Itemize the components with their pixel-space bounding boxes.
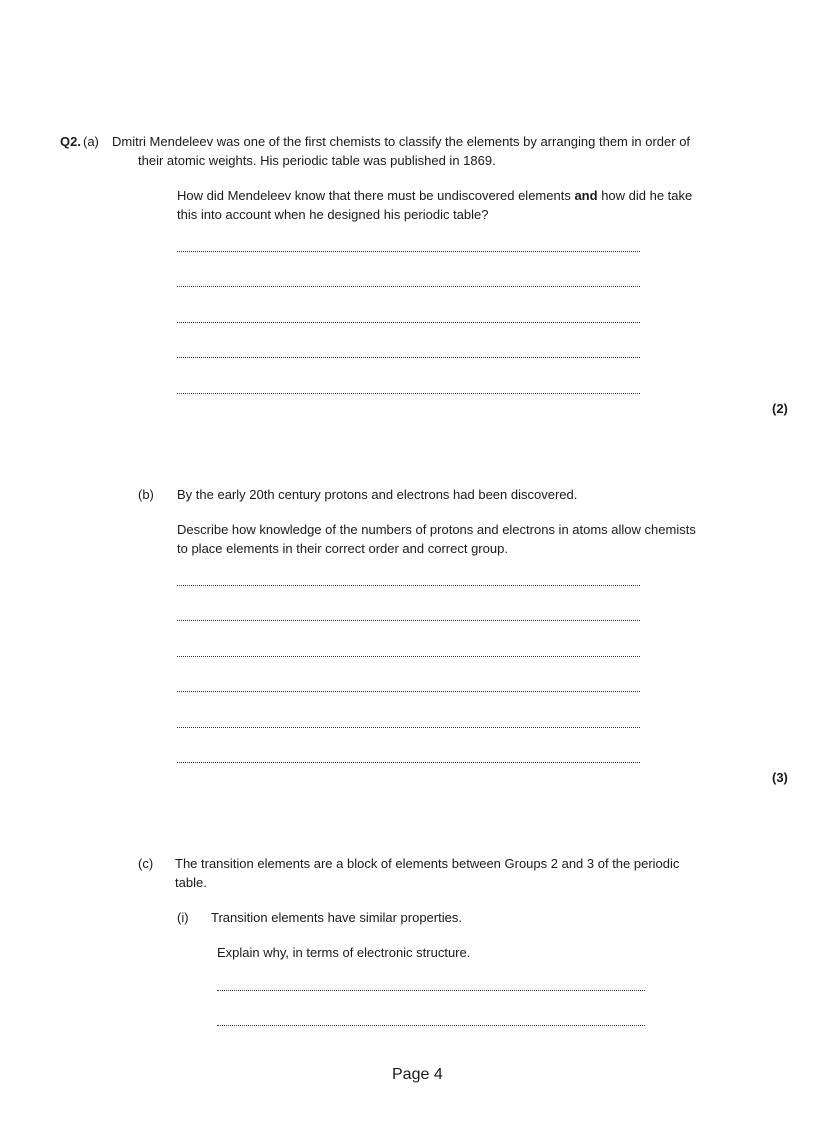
part-a-question-line2: this into account when he designed his periodic table? — [177, 207, 489, 222]
part-b-label: (b) — [138, 487, 154, 502]
part-a-intro-line1: Dmitri Mendeleev was one of the first chemists to classify the elements by arranging them in order of — [112, 134, 691, 149]
part-a-intro-line2: their atomic weights. His periodic table was published in 1869. — [138, 153, 496, 168]
answer-line[interactable] — [217, 1025, 645, 1026]
answer-line[interactable] — [177, 251, 640, 252]
part-a-label: (a) — [83, 134, 99, 149]
part-b-question-line2: to place elements in their correct order and correct group. — [177, 541, 508, 556]
answer-line[interactable] — [177, 322, 640, 323]
part-b-question-line1: Describe how knowledge of the numbers of protons and electrons in atoms allow chemists — [177, 522, 696, 537]
part-c-label: (c) — [138, 856, 154, 871]
part-c-line1: The transition elements are a block of elements between Groups 2 and 3 of the periodic — [175, 856, 680, 871]
answer-line[interactable] — [177, 620, 640, 621]
answer-line[interactable] — [177, 691, 640, 692]
answer-line[interactable] — [177, 656, 640, 657]
part-b-marks: (3) — [772, 770, 788, 785]
answer-line[interactable] — [177, 393, 640, 394]
part-a-question-text: How did Mendeleev know that there must be undiscovered elements — [177, 188, 575, 203]
answer-line[interactable] — [177, 762, 640, 763]
part-b-line1: By the early 20th century protons and electrons had been discovered. — [177, 487, 578, 502]
part-a-marks: (2) — [772, 401, 788, 416]
part-c-line2: table. — [175, 875, 207, 890]
part-a-question-emphasis: and — [574, 188, 598, 203]
page-number: Page 4 — [392, 1066, 443, 1083]
part-a-question-line1 — [177, 186, 692, 205]
part-c-i-label: (i) — [177, 910, 189, 925]
answer-line[interactable] — [177, 357, 640, 358]
answer-line[interactable] — [177, 286, 640, 287]
part-c-i-question: Explain why, in terms of electronic structure. — [217, 945, 471, 960]
answer-line[interactable] — [177, 727, 640, 728]
part-a-question-text-end: how did he take — [597, 188, 693, 203]
answer-line[interactable] — [217, 990, 645, 991]
part-c-i-line1: Transition elements have similar properties. — [211, 910, 462, 925]
question-number: Q2. — [60, 134, 81, 149]
answer-line[interactable] — [177, 585, 640, 586]
